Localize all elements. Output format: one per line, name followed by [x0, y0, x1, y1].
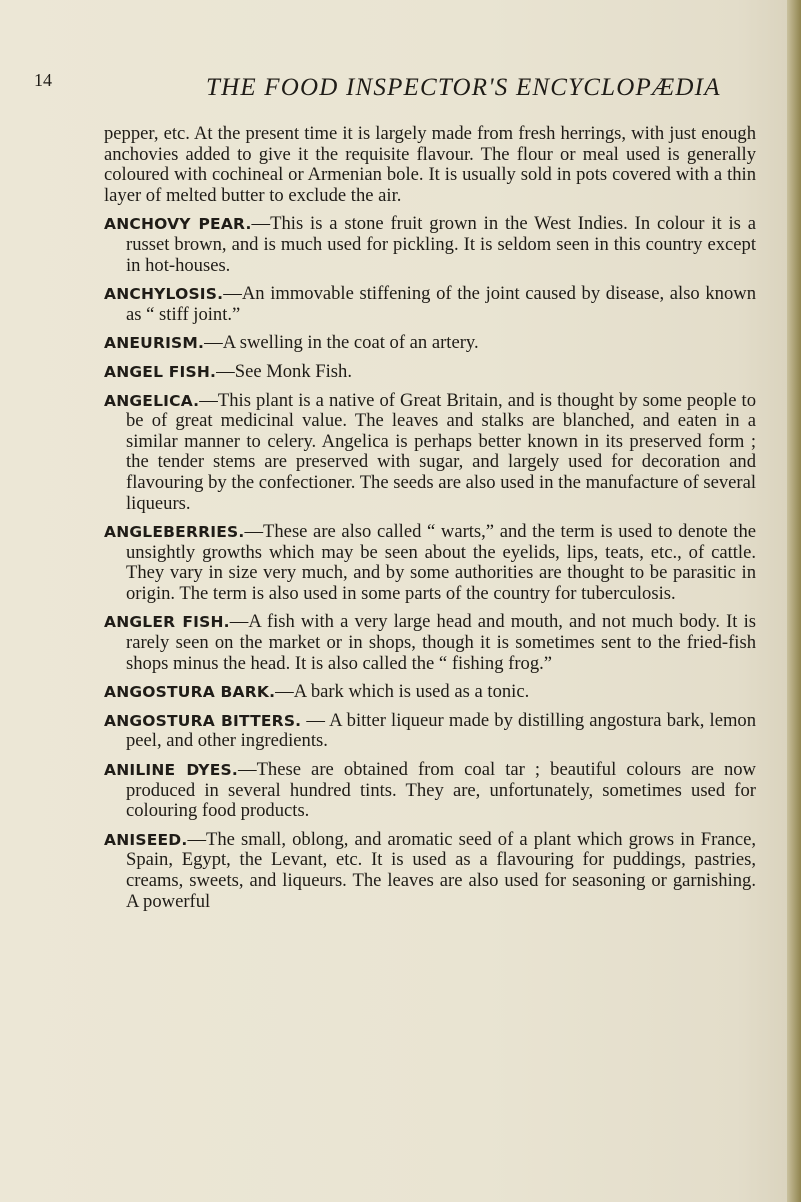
entry-angostura-bark — [104, 682, 756, 703]
entry-term: ANILINE DYES. — [104, 761, 238, 780]
entry-term: ANGLEBERRIES. — [104, 523, 245, 542]
entry-anchovy-pear — [104, 214, 756, 276]
entry-term: ANISEED. — [104, 830, 188, 849]
entry-term: ANGOSTURA BARK. — [104, 683, 276, 702]
entry-text: —These are obtained from coal tar ; beautiful colours are now produced in several hundred tints. They are, unfortunately, sometimes used for colouring food products. — [126, 759, 756, 822]
entry-text: —This plant is a native of Great Britain, and is thought by some people to be of great medicinal value. The leaves and stalks are blanched, and eaten in a similar manner to celery. Angelica is perhaps better known in its preserved form ; the tender stems are preserved with sugar, and largely used for decoration and flavouring by the confectioner. The seeds are also used in the manufacture of several liqueurs. — [126, 389, 756, 514]
entry-term: ANGOSTURA BITTERS. — [104, 711, 302, 730]
entry-text: —The small, oblong, and aromatic seed of a plant which grows in France, Spain, Egypt, the Levant, etc. It is used as a flavouring for puddings, pastries, creams, sweets, and liqueurs. The leaves are also used for seasoning or garnishing. A powerful — [126, 828, 756, 912]
page-number: 14 — [34, 70, 52, 90]
entry-angelica — [104, 391, 756, 515]
entry-text: —These are also called “ warts,” and the term is used to denote the unsightly growths which may be seen about the eyelids, lips, teats, etc., of cattle. They vary in size very much, and by some authorities are thought to be parasitic in origin. The term is also used in some parts of the country for tuberculosis. — [126, 521, 756, 604]
continuation-paragraph: pepper, etc. At the present time it is largely made from fresh herrings, with just enough anchovies added to give it the requisite flavour. The flour or meal used is generally coloured with cochineal or Armenian bole. It is usually sold in pots covered with a thin layer of melted butter to exclude the air. — [104, 123, 756, 206]
entry-text: —An immovable stiffening of the joint caused by disease, also known as “ stiff joint.” — [126, 283, 756, 325]
body-text — [104, 124, 756, 920]
entry-text: —A swelling in the coat of an artery. — [204, 332, 479, 354]
entry-term: ANCHOVY PEAR. — [104, 215, 252, 234]
entry-term: ANGEL FISH. — [104, 362, 217, 381]
entry-angel-fish — [104, 362, 756, 383]
entry-aneurism — [104, 333, 756, 354]
entry-angleberries — [104, 522, 756, 604]
entry-text: —A bark which is used as a tonic. — [275, 681, 530, 703]
entry-term: ANCHYLOSIS. — [104, 285, 224, 304]
entry-aniline-dyes — [104, 760, 756, 822]
entry-term: ANGLER FISH. — [104, 613, 230, 632]
running-title: THE FOOD INSPECTOR'S ENCYCLOPÆDIA — [206, 74, 721, 101]
entry-term: ANEURISM. — [104, 334, 205, 353]
entry-aniseed — [104, 830, 756, 912]
page-edge-shadow — [787, 0, 801, 1202]
entry-angler-fish — [104, 612, 756, 674]
entry-angostura-bitters — [104, 711, 756, 752]
entry-term: ANGELICA. — [104, 391, 200, 410]
entry-text: — A bitter liqueur made by distilling angostura bark, lemon peel, and other ingredients. — [126, 709, 757, 752]
page-header — [34, 70, 754, 104]
entry-text: —This is a stone fruit grown in the West Indies. In colour it is a russet brown, and is much used for pickling. It is seldom seen in this country except in hot-houses. — [126, 213, 756, 276]
entry-anchylosis — [104, 284, 756, 325]
entry-text: —See Monk Fish. — [216, 360, 352, 382]
entry-text: —A fish with a very large head and mouth, and not much body. It is rarely seen on the market or in shops, though it is sometimes sent to the fried-fish shops minus the head. It is also called the “ fishing frog.” — [126, 611, 756, 674]
